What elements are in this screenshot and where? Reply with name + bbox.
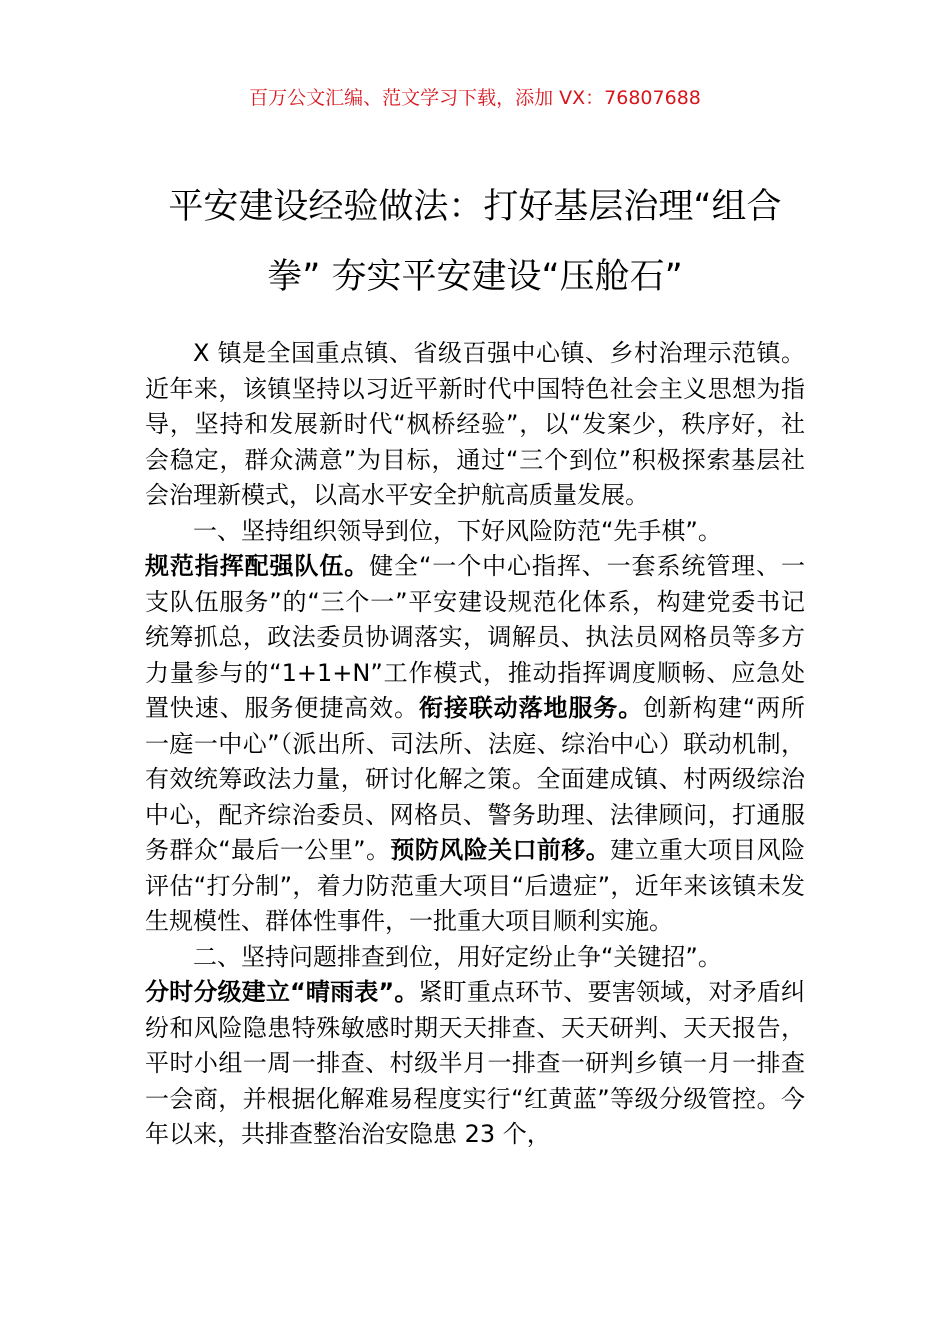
section-2-sub1-title: 分时分级建立“晴雨表”。 (145, 978, 419, 1006)
document-title (100, 172, 850, 312)
section-1-sub1-title: 规范指挥配强队伍。 (145, 552, 370, 580)
section-2-sub1-text: 紧盯重点环节、要害领域，对矛盾纠纷和风险隐患特殊敏感时期天天排查、天天研判、天天报告，平时小组一周一排查、村级半月一排查一研判乡镇一月一排查一会商，并根据化解难易程度实行“红黄蓝”等级分级管控。今年以来，共排查整治治安隐患 23 个， (145, 978, 806, 1148)
section-2-heading: 二、坚持问题排查到位，用好定纷止争“关键招”。 (193, 942, 722, 971)
section-1-sub2-text: 创新构建“两所一庭一中心”（派出所、司法所、法庭、综治中心）联动机制，有效统筹政法力量，研讨化解之策。全面建成镇、村两级综治中心，配齐综治委员、网格员、警务助理、法律顾问，打通服务群众“最后一公里”。 (145, 694, 805, 864)
section-2-paragraph (145, 940, 805, 1153)
section-1-sub1-text: 健全“一个中心指挥、一套系统管理、一支队伍服务”的“三个一”平安建设规范化体系，构建党委书记统筹抓总，政法委员协调落实，调解员、执法员网格员等多方力量参与的“1+1+N”工作模式，推动指挥调度顺畅、应急处置快速、服务便捷高效。 (145, 552, 805, 722)
header-watermark-note: 百万公文汇编、范文学习下载，添加 VX：76807688 (249, 87, 701, 109)
section-1-sub3-title: 预防风险关口前移。 (390, 836, 611, 864)
section-1-sub3-text: 建立重大项目风险评估“打分制”，着力防范重大项目“后遗症”，近年来该镇未发生规模性、群体性事件，一批重大项目顺利实施。 (145, 836, 806, 935)
title-line-2: 拳” 夯实平安建设“压舱石” (267, 257, 683, 297)
title-line-1: 平安建设经验做法：打好基层治理“组合 (168, 187, 782, 227)
section-1-heading: 一、坚持组织领导到位，下好风险防范“先手棋”。 (193, 516, 722, 545)
section-1-paragraph (145, 514, 805, 940)
section-1-sub2-title: 衔接联动落地服务。 (418, 694, 644, 722)
intro-paragraph: X 镇是全国重点镇、省级百强中心镇、乡村治理示范镇。近年来，该镇坚持以习近平新时代中国特色社会主义思想为指导，坚持和发展新时代“枫桥经验”，以“发案少，秩序好，社会稳定，群众满意”为目标，通过“三个到位”积极探索基层社会治理新模式，以高水平安全护航高质量发展。 (145, 339, 805, 509)
document-body (145, 336, 805, 1153)
